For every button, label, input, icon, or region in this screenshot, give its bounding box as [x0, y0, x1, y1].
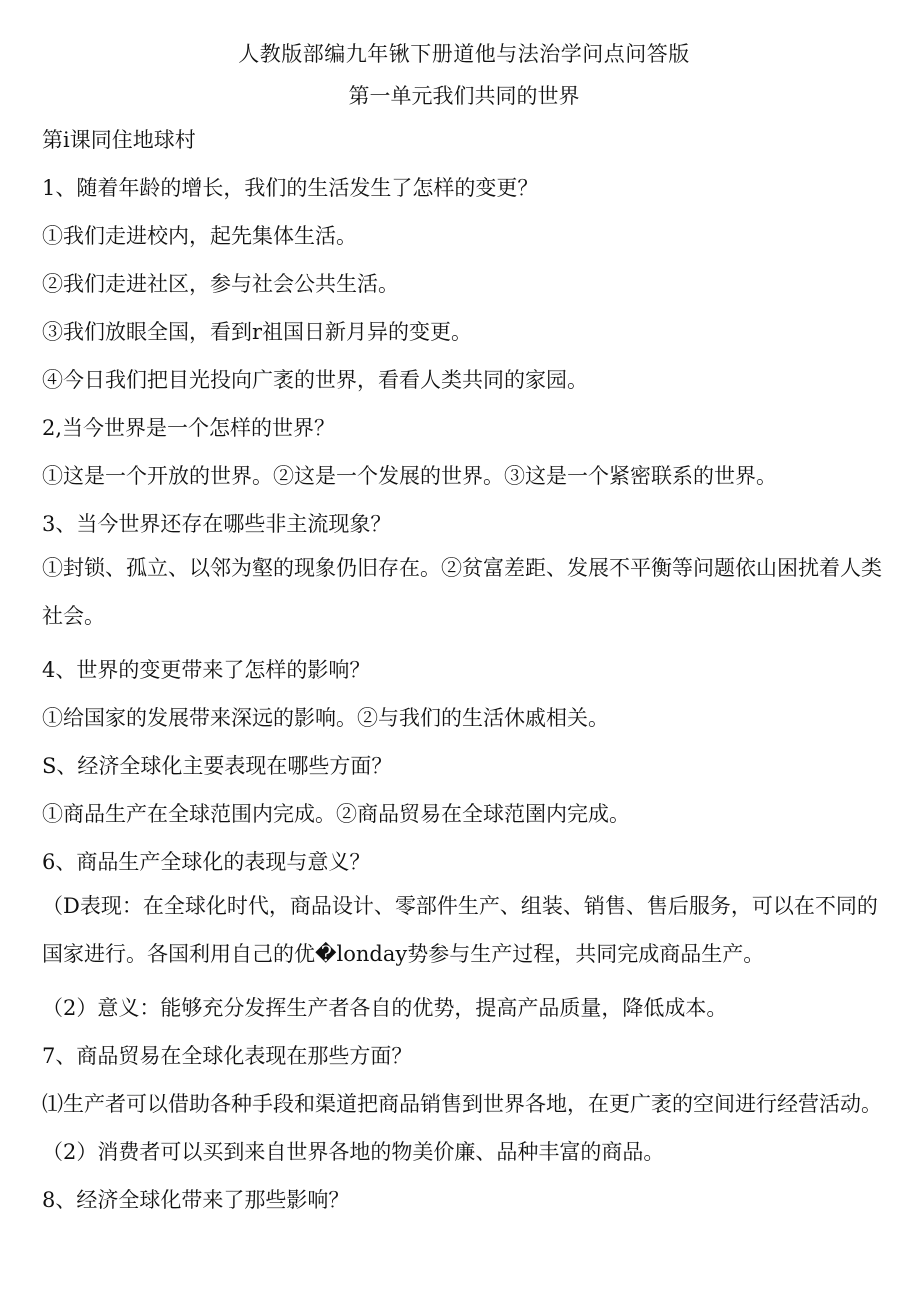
- document-title: 人教版部编九年锹下册道他与法治学问点问答版: [238, 42, 690, 66]
- lesson-title: 第i课同住地球村: [42, 128, 196, 152]
- question-7: 7、商品贸易在全球化表现在那些方面？: [42, 1044, 413, 1068]
- answer-7-2: （2）消费者可以买到来自世界各地的物美价廉、品种丰富的商品。: [42, 1140, 665, 1164]
- answer-3: ①封锁、孤立、以邻为壑的现象仍旧存在。②贫富差距、发展不平衡等问题依山困扰着人类社会。: [42, 556, 882, 628]
- question-2: 2,当今世界是一个怎样的世界？: [42, 416, 336, 440]
- answer-2: ①这是一个开放的世界。②这是一个发展的世界。③这是一个紧密联系的世界。: [42, 464, 777, 488]
- answer-1-4: ④今日我们把目光投向广袤的世界，看看人类共同的家园。: [42, 368, 588, 392]
- question-3: 3、当今世界还存在哪些非主流现象？: [42, 512, 392, 536]
- answer-1-3: ③我们放眼全国，看到r祖国日新月异的变更。: [42, 320, 473, 344]
- unit-title: 第一单元我们共同的世界: [348, 84, 580, 108]
- question-5: S、经济全球化主要表现在哪些方面？: [42, 754, 393, 778]
- question-1: 1、随着年龄的增长，我们的生活发生了怎样的变更？: [42, 176, 539, 200]
- answer-6-1: （D表现：在全球化时代，商品设计、零部件生产、组装、销售、售后服务，可以在不同的国家进行。各国利用自己的优�londay势参与生产过程，共同完成商品生产。: [42, 894, 878, 966]
- answer-4: ①给国家的发展带来深远的影响。②与我们的生活休戚相关。: [42, 706, 609, 730]
- answer-1-1: ①我们走进校内，起先集体生活。: [42, 224, 357, 248]
- answer-7-1: ⑴生产者可以借助各种手段和渠道把商品销售到世界各地，在更广袤的空间进行经营活动。: [42, 1092, 882, 1116]
- question-6: 6、商品生产全球化的表现与意义？: [42, 850, 371, 874]
- question-4: 4、世界的变更带来了怎样的影响？: [42, 658, 371, 682]
- question-8: 8、经济全球化带来了那些影响？: [42, 1188, 350, 1212]
- answer-5: ①商品生产在全球范围内完成。②商品贸易在全球范圉内完成。: [42, 802, 630, 826]
- answer-1-2: ②我们走进社区，参与社会公共生活。: [42, 272, 399, 296]
- answer-6-2: （2）意义：能够充分发挥生产者各自的优势，提高产品质量，降低成本。: [42, 996, 728, 1020]
